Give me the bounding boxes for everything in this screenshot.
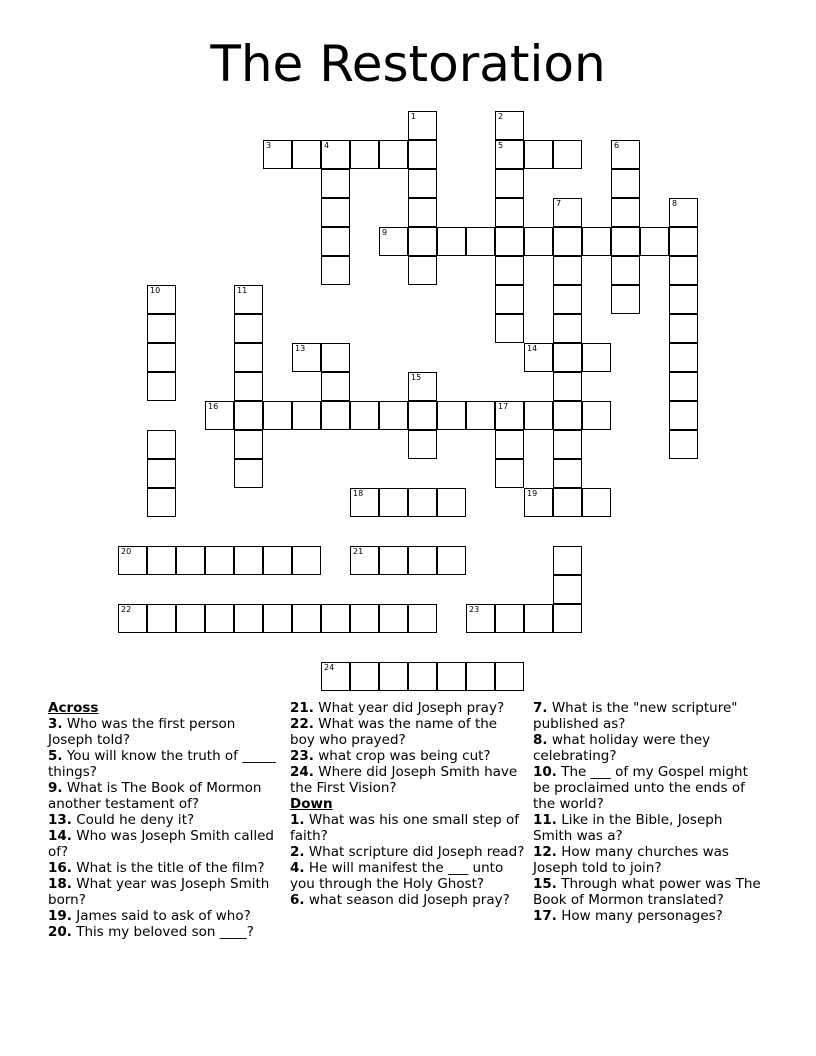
- grid-cell[interactable]: [263, 604, 292, 633]
- grid-cell[interactable]: [466, 662, 495, 691]
- grid-cell[interactable]: [350, 140, 379, 169]
- grid-cell[interactable]: [408, 604, 437, 633]
- grid-cell[interactable]: [350, 662, 379, 691]
- clue-number: 2: [498, 112, 504, 121]
- grid-cell[interactable]: [495, 256, 524, 285]
- grid-cell[interactable]: [292, 343, 321, 372]
- clue-number: 3: [266, 141, 272, 150]
- grid-cell[interactable]: [234, 372, 263, 401]
- grid-cell[interactable]: [553, 372, 582, 401]
- grid-cell[interactable]: [669, 430, 698, 459]
- clue-across-18: 18. What year was Joseph Smith born?: [48, 876, 270, 908]
- grid-cell[interactable]: [437, 662, 466, 691]
- grid-cell[interactable]: [234, 459, 263, 488]
- grid-cell[interactable]: [611, 227, 640, 256]
- grid-cell[interactable]: [147, 488, 176, 517]
- clue-number: 11: [237, 286, 248, 295]
- grid-cell[interactable]: [553, 227, 582, 256]
- grid-cell[interactable]: [553, 198, 582, 227]
- grid-cell[interactable]: [408, 227, 437, 256]
- grid-cell[interactable]: [176, 604, 205, 633]
- clue-down-7: 7. What is the "new scripture" published as?: [533, 700, 738, 732]
- grid-cell[interactable]: [234, 285, 263, 314]
- grid-cell[interactable]: [118, 604, 147, 633]
- clue-number: 17: [498, 402, 509, 411]
- grid-cell[interactable]: [350, 604, 379, 633]
- grid-cell[interactable]: [437, 227, 466, 256]
- grid-cell[interactable]: [379, 488, 408, 517]
- grid-cell[interactable]: [669, 343, 698, 372]
- clue-number: 8: [672, 199, 678, 208]
- clue-down-4: 4. He will manifest the ___ unto you through the Holy Ghost?: [290, 860, 504, 892]
- grid-cell[interactable]: [495, 662, 524, 691]
- grid-cell[interactable]: [379, 227, 408, 256]
- grid-cell[interactable]: [437, 401, 466, 430]
- grid-cell[interactable]: [466, 604, 495, 633]
- grid-cell[interactable]: [553, 430, 582, 459]
- grid-cell[interactable]: [321, 198, 350, 227]
- grid-cell[interactable]: [408, 198, 437, 227]
- clue-number: 16: [208, 402, 219, 411]
- grid-cell[interactable]: [640, 227, 669, 256]
- grid-cell[interactable]: [321, 140, 350, 169]
- grid-cell[interactable]: [408, 662, 437, 691]
- clue-number: 14: [527, 344, 538, 353]
- grid-cell[interactable]: [495, 459, 524, 488]
- grid-cell[interactable]: [582, 343, 611, 372]
- grid-cell[interactable]: [553, 575, 582, 604]
- clue-down-15: 15. Through what power was The Book of Mormon translated?: [533, 876, 761, 908]
- grid-cell[interactable]: [408, 372, 437, 401]
- grid-cell[interactable]: [205, 401, 234, 430]
- clue-number: 23: [469, 605, 480, 614]
- grid-cell[interactable]: [321, 256, 350, 285]
- grid-cell[interactable]: [321, 662, 350, 691]
- clue-number: 15: [411, 373, 422, 382]
- grid-cell[interactable]: [495, 285, 524, 314]
- grid-cell[interactable]: [669, 227, 698, 256]
- grid-cell[interactable]: [437, 488, 466, 517]
- grid-cell[interactable]: [234, 604, 263, 633]
- grid-cell[interactable]: [466, 227, 495, 256]
- grid-cell[interactable]: [205, 546, 234, 575]
- grid-cell[interactable]: [408, 546, 437, 575]
- clue-number: 5: [498, 141, 504, 150]
- clue-number: 20: [121, 547, 132, 556]
- grid-cell[interactable]: [669, 256, 698, 285]
- clue-across-23: 23. what crop was being cut?: [290, 748, 491, 764]
- grid-cell[interactable]: [350, 401, 379, 430]
- grid-cell[interactable]: [292, 546, 321, 575]
- clue-number: 10: [150, 286, 161, 295]
- clue-number: 1: [411, 112, 417, 121]
- grid-cell[interactable]: [379, 140, 408, 169]
- grid-cell[interactable]: [234, 401, 263, 430]
- grid-cell[interactable]: [524, 401, 553, 430]
- grid-cell[interactable]: [553, 256, 582, 285]
- clue-column-2: [290, 700, 526, 908]
- grid-cell[interactable]: [147, 314, 176, 343]
- grid-cell[interactable]: [495, 430, 524, 459]
- grid-cell[interactable]: [611, 256, 640, 285]
- grid-cell[interactable]: [553, 546, 582, 575]
- clue-down-17: 17. How many personages?: [533, 908, 723, 924]
- grid-cell[interactable]: [582, 488, 611, 517]
- grid-cell[interactable]: [321, 372, 350, 401]
- clue-column-1: [48, 700, 280, 940]
- grid-cell[interactable]: [524, 488, 553, 517]
- clue-number: 7: [556, 199, 562, 208]
- grid-cell[interactable]: [350, 488, 379, 517]
- grid-cell[interactable]: [495, 314, 524, 343]
- grid-cell[interactable]: [234, 314, 263, 343]
- grid-cell[interactable]: [408, 430, 437, 459]
- grid-cell[interactable]: [118, 546, 147, 575]
- grid-cell[interactable]: [234, 430, 263, 459]
- grid-cell[interactable]: [147, 546, 176, 575]
- grid-cell[interactable]: [553, 459, 582, 488]
- grid-cell[interactable]: [669, 198, 698, 227]
- clue-across-5: 5. You will know the truth of _____ things?: [48, 748, 276, 780]
- grid-cell[interactable]: [553, 401, 582, 430]
- clue-number: 9: [382, 228, 388, 237]
- grid-cell[interactable]: [524, 227, 553, 256]
- clue-down-12: 12. How many churches was Joseph told to join?: [533, 844, 729, 876]
- grid-cell[interactable]: [321, 604, 350, 633]
- grid-cell[interactable]: [466, 401, 495, 430]
- clue-column-3: [533, 700, 765, 924]
- grid-cell[interactable]: [379, 401, 408, 430]
- grid-cell[interactable]: [147, 459, 176, 488]
- clue-across-22: 22. What was the name of the boy who prayed?: [290, 716, 498, 748]
- clue-across-3: 3. Who was the first person Joseph told?: [48, 716, 236, 748]
- grid-cell[interactable]: [553, 314, 582, 343]
- grid-cell[interactable]: [553, 140, 582, 169]
- grid-cell[interactable]: [495, 169, 524, 198]
- grid-cell[interactable]: [437, 546, 466, 575]
- clue-across-21: 21. What year did Joseph pray?: [290, 700, 505, 716]
- clue-number: 4: [324, 141, 330, 150]
- grid-cell[interactable]: [147, 430, 176, 459]
- down-heading: Down: [290, 796, 333, 812]
- grid-cell[interactable]: [408, 488, 437, 517]
- grid-cell[interactable]: [495, 604, 524, 633]
- clue-number: 6: [614, 141, 620, 150]
- grid-cell[interactable]: [263, 546, 292, 575]
- grid-cell[interactable]: [669, 314, 698, 343]
- grid-cell[interactable]: [611, 198, 640, 227]
- grid-cell[interactable]: [147, 372, 176, 401]
- grid-cell[interactable]: [234, 546, 263, 575]
- grid-cell[interactable]: [553, 343, 582, 372]
- clue-across-16: 16. What is the title of the film?: [48, 860, 265, 876]
- grid-cell[interactable]: [524, 343, 553, 372]
- grid-cell[interactable]: [176, 546, 205, 575]
- clue-number: 24: [324, 663, 335, 672]
- clue-number: 13: [295, 344, 306, 353]
- grid-cell[interactable]: [611, 169, 640, 198]
- clue-number: 18: [353, 489, 364, 498]
- puzzle-title: The Restoration: [210, 35, 606, 93]
- grid-cell[interactable]: [408, 111, 437, 140]
- grid-cell[interactable]: [321, 401, 350, 430]
- grid-cell[interactable]: [495, 198, 524, 227]
- grid-cell[interactable]: [495, 140, 524, 169]
- grid-cell[interactable]: [147, 285, 176, 314]
- clue-down-11: 11. Like in the Bible, Joseph Smith was a?: [533, 812, 723, 844]
- grid-cell[interactable]: [553, 604, 582, 633]
- grid-cell[interactable]: [524, 604, 553, 633]
- grid-cell[interactable]: [321, 343, 350, 372]
- clue-down-2: 2. What scripture did Joseph read?: [290, 844, 525, 860]
- grid-cell[interactable]: [669, 401, 698, 430]
- clue-down-1: 1. What was his one small step of faith?: [290, 812, 520, 844]
- clue-down-6: 6. what season did Joseph pray?: [290, 892, 510, 908]
- grid-cell[interactable]: [292, 140, 321, 169]
- grid-cell[interactable]: [147, 343, 176, 372]
- grid-cell[interactable]: [408, 256, 437, 285]
- clue-across-9: 9. What is The Book of Mormon another testament of?: [48, 780, 262, 812]
- clue-number: 22: [121, 605, 132, 614]
- grid-cell[interactable]: [611, 285, 640, 314]
- grid-cell[interactable]: [524, 140, 553, 169]
- grid-cell[interactable]: [147, 604, 176, 633]
- clue-down-8: 8. what holiday were they celebrating?: [533, 732, 711, 764]
- grid-cell[interactable]: [582, 401, 611, 430]
- grid-cell[interactable]: [553, 488, 582, 517]
- grid-cell[interactable]: [669, 372, 698, 401]
- clue-across-19: 19. James said to ask of who?: [48, 908, 251, 924]
- clue-across-13: 13. Could he deny it?: [48, 812, 195, 828]
- clue-down-10: 10. The ___ of my Gospel might be proclaimed unto the ends of the world?: [533, 764, 748, 812]
- grid-cell[interactable]: [234, 343, 263, 372]
- grid-cell[interactable]: [263, 140, 292, 169]
- grid-cell[interactable]: [611, 140, 640, 169]
- clue-number: 19: [527, 489, 538, 498]
- clue-number: 21: [353, 547, 364, 556]
- grid-cell[interactable]: [379, 662, 408, 691]
- grid-cell[interactable]: [350, 546, 379, 575]
- grid-cell[interactable]: [495, 401, 524, 430]
- grid-cell[interactable]: [379, 546, 408, 575]
- grid-cell[interactable]: [263, 401, 292, 430]
- grid-cell[interactable]: [321, 169, 350, 198]
- grid-cell[interactable]: [408, 401, 437, 430]
- grid-cell[interactable]: [292, 401, 321, 430]
- clue-across-24: 24. Where did Joseph Smith have the First Vision?: [290, 764, 518, 796]
- grid-cell[interactable]: [669, 285, 698, 314]
- clue-across-20: 20. This my beloved son ____?: [48, 924, 254, 940]
- grid-cell[interactable]: [495, 227, 524, 256]
- grid-cell[interactable]: [553, 285, 582, 314]
- grid-cell[interactable]: [292, 604, 321, 633]
- grid-cell[interactable]: [408, 169, 437, 198]
- grid-cell[interactable]: [582, 227, 611, 256]
- across-heading: Across: [48, 700, 99, 716]
- grid-cell[interactable]: [379, 604, 408, 633]
- grid-cell[interactable]: [408, 140, 437, 169]
- grid-cell[interactable]: [321, 227, 350, 256]
- grid-cell[interactable]: [495, 111, 524, 140]
- clue-across-14: 14. Who was Joseph Smith called of?: [48, 828, 274, 860]
- grid-cell[interactable]: [205, 604, 234, 633]
